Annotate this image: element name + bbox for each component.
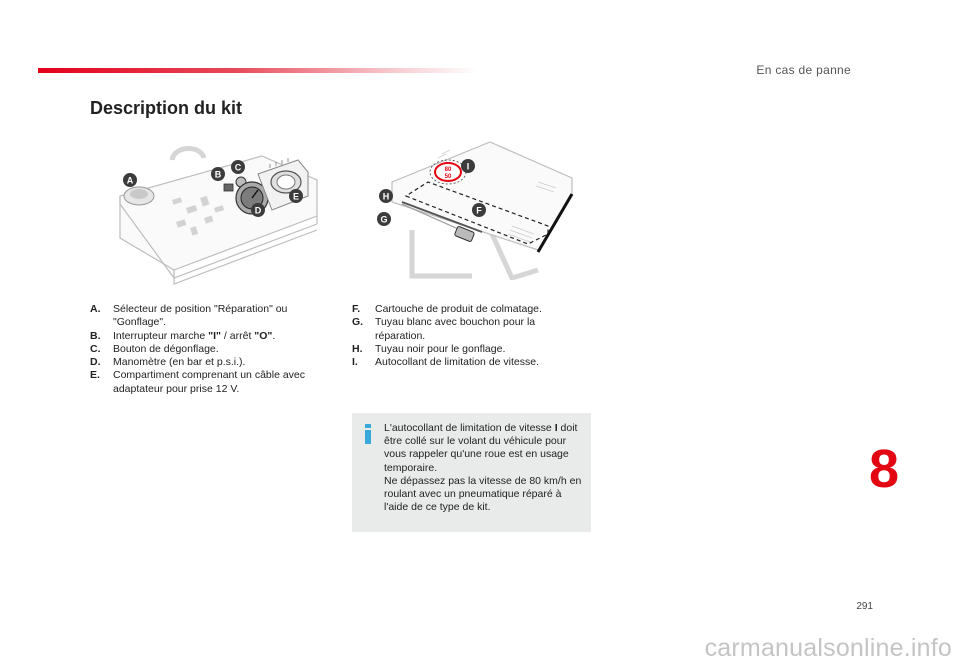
list-item [352,343,562,356]
item-letter: A. [90,303,101,315]
info-text-warning: Ne dépassez pas la vitesse de 80 km/h en roulant avec un pneumatique réparé à l'aide de ce type de kit. [384,474,582,514]
svg-text:80: 80 [444,167,452,173]
list-item [352,316,562,343]
item-text: Tuyau noir pour le gonflage. [375,342,506,355]
callout-e [289,189,303,203]
callout-i [461,159,475,173]
svg-text:H: H [382,191,390,202]
item-letter: C. [90,342,101,355]
info-note-box [352,413,591,532]
item-text: Autocollant de limitation de vitesse. [375,356,540,369]
info-text-part: doit être collé sur le volant du véhicule pour vous rappeler qu'une roue est en usage temporaire. [384,422,578,474]
item-text: . [272,329,276,342]
chapter-number: 8 [869,439,900,499]
callout-g [377,212,391,226]
callout-b [211,167,225,181]
svg-text:C: C [234,162,242,173]
kit-compressor-illustration [112,138,324,286]
item-text: Cartouche de produit de colmatage. [375,303,542,315]
svg-text:I: I [466,161,470,172]
list-item [90,330,330,343]
svg-text:50: 50 [444,174,452,180]
watermark: carmanualsonline.info [704,634,952,662]
item-text: Bouton de dégonflage. [113,342,219,355]
info-note-text [384,422,587,514]
svg-text:G: G [380,214,388,225]
item-letter: F. [352,303,361,315]
svg-text:A: A [126,175,134,186]
info-icon [362,424,374,444]
svg-text:B: B [214,169,222,180]
item-letter: G. [352,316,364,329]
item-text: Compartiment comprenant un câble avec adaptateur pour prise 12 V. [113,369,306,395]
item-letter: E. [90,369,100,382]
list-item [352,356,562,369]
item-text-bold: "O" [254,329,273,342]
page-title: Description du kit [90,98,243,118]
callout-d [251,203,265,217]
chapter-title: En cas de panne [756,63,851,77]
component-list-right [352,303,562,369]
callout-c [231,160,245,174]
info-text-bold: I [554,422,558,434]
callout-a [123,173,137,187]
callout-h [379,189,393,203]
item-text: Interrupteur marche [113,329,209,342]
component-list-left [90,303,330,396]
list-item [352,303,562,316]
info-text-part: L'autocollant de limitation de vitesse [384,422,555,434]
list-item [90,369,330,396]
item-text: Sélecteur de position "Réparation" ou "Gonflage". [113,303,288,329]
page-number: 291 [856,601,873,612]
item-text-bold: "I" [208,329,222,342]
item-letter: D. [90,356,101,369]
callout-f [472,203,486,217]
item-text: Manomètre (en bar et p.s.i.). [113,356,246,369]
chapter-header-bar [38,68,478,73]
item-letter: H. [352,342,363,355]
kit-underside-illustration [362,130,584,280]
item-letter: B. [90,329,101,342]
svg-text:D: D [254,205,262,216]
svg-text:F: F [476,205,482,216]
item-text: Tuyau blanc avec bouchon pour la réparation. [375,316,536,342]
item-text: / arrêt [221,329,255,342]
list-item [90,343,330,356]
svg-text:E: E [292,191,300,202]
list-item [90,303,330,330]
item-letter: I. [352,356,358,369]
list-item [90,356,330,369]
